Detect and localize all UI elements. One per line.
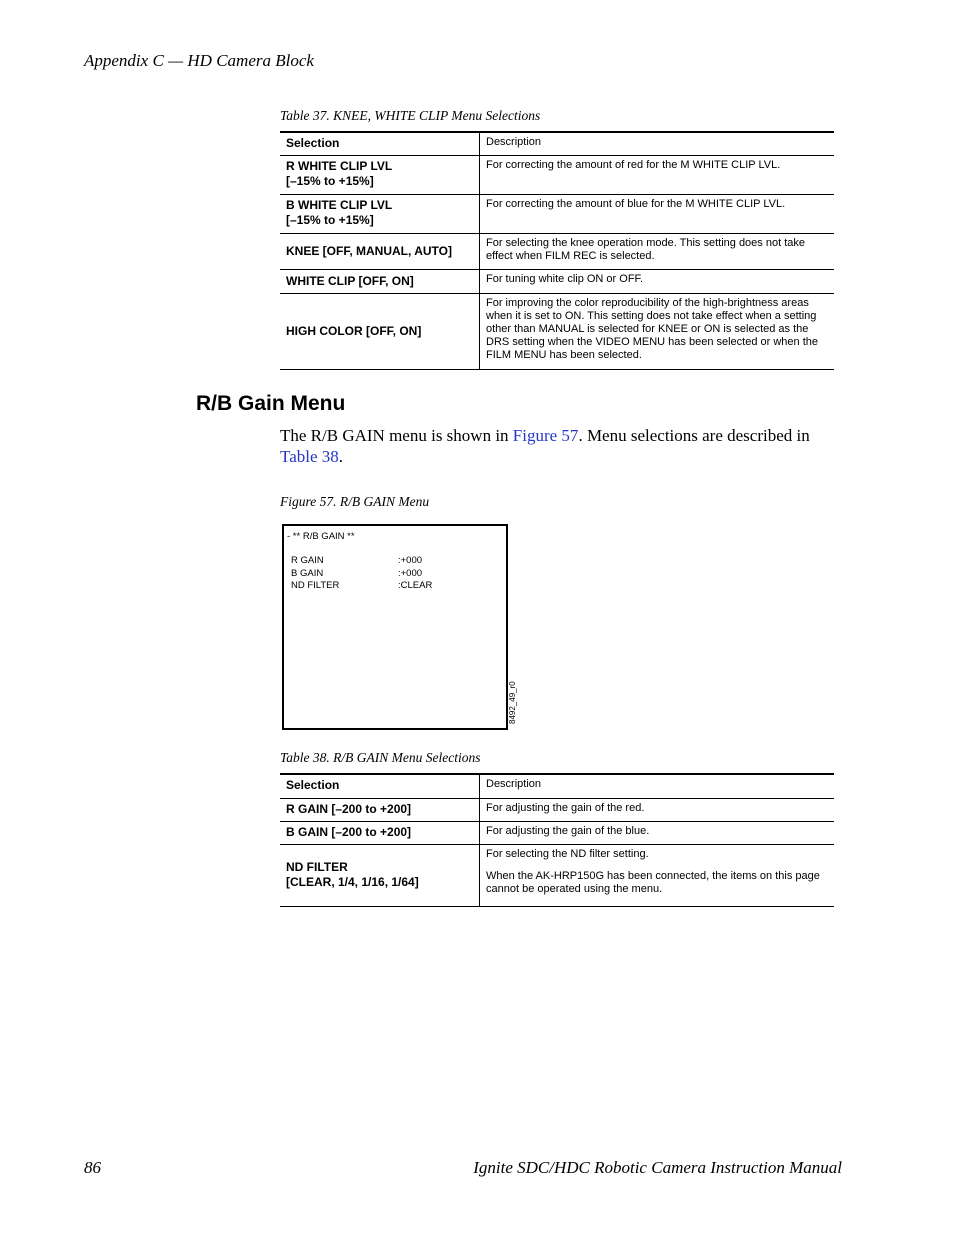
col-selection-header: Selection — [280, 132, 480, 156]
table-row — [280, 821, 834, 844]
description-cell: For correcting the amount of blue for the M WHITE CLIP LVL. — [486, 198, 786, 210]
table-row — [280, 195, 834, 234]
figure-57-link[interactable]: Figure 57 — [512, 426, 579, 445]
menu-item-label: B GAIN — [291, 568, 324, 579]
table-row — [280, 156, 834, 195]
table-row — [280, 844, 834, 906]
description-cell: For adjusting the gain of the red. — [486, 801, 645, 814]
menu-item-value: :+000 — [398, 568, 423, 579]
selection-cell: HIGH COLOR [OFF, ON] — [280, 294, 480, 370]
running-head: Appendix C — HD Camera Block — [84, 51, 314, 70]
menu-item-label: R GAIN — [291, 555, 324, 566]
table-37 — [280, 131, 834, 370]
description-cell: For correcting the amount of red for the M WHITE CLIP LVL. — [486, 159, 781, 171]
selection-cell: R GAIN [–200 to +200] — [280, 798, 480, 821]
col-description-header: Description — [486, 778, 542, 790]
figure-code: 8492_49_r0 — [508, 681, 517, 724]
table-row — [280, 270, 834, 294]
table-row — [280, 294, 834, 370]
manual-title: Ignite SDC/HDC Robotic Camera Instruction Manual — [473, 1158, 842, 1177]
description-cell: For selecting the ND filter setting. When the AK-HRP150G has been connected, the items on this page cannot be operated using the menu. — [486, 847, 820, 895]
menu-item-value: :CLEAR — [398, 580, 433, 591]
figure-57-caption: Figure 57. R/B GAIN Menu — [280, 494, 430, 509]
table-row — [280, 798, 834, 821]
section-heading: R/B Gain Menu — [196, 392, 346, 415]
menu-item-value: :+000 — [398, 555, 423, 566]
table-38-caption: Table 38. R/B GAIN Menu Selections — [280, 750, 481, 765]
description-cell: For tuning white clip ON or OFF. — [486, 273, 644, 285]
table-38 — [280, 773, 834, 907]
table-37-caption: Table 37. KNEE, WHITE CLIP Menu Selections — [280, 108, 541, 123]
col-selection-header: Selection — [280, 774, 480, 798]
page-number: 86 — [84, 1158, 101, 1177]
selection-cell: B GAIN [–200 to +200] — [280, 821, 480, 844]
menu-item-label: ND FILTER — [291, 580, 340, 591]
selection-cell: ND FILTER [CLEAR, 1/4, 1/16, 1/64] — [280, 844, 480, 906]
description-cell: For improving the color reproducibility of the high-brightness areas when it is set to ON. This setting does not take effect when a setting other than MANUAL is selected for KNEE or ON is selected as the DRS setting when the VIDEO MENU has been selected or when the FILM MENU has been selected. — [486, 297, 819, 361]
table-header-row — [280, 132, 834, 156]
screen-title: - ** R/B GAIN ** — [287, 531, 355, 542]
selection-cell: WHITE CLIP [OFF, ON] — [280, 270, 480, 294]
rb-gain-menu-screen — [282, 524, 517, 730]
table-header-row — [280, 774, 834, 798]
table-38-link[interactable]: Table 38 — [280, 447, 339, 466]
selection-cell: R WHITE CLIP LVL [–15% to +15%] — [280, 156, 480, 195]
description-cell: For selecting the knee operation mode. This setting does not take effect when FILM REC is selected. — [486, 237, 805, 262]
description-cell: For adjusting the gain of the blue. — [486, 824, 650, 837]
selection-cell: KNEE [OFF, MANUAL, AUTO] — [280, 234, 480, 270]
table-row — [280, 234, 834, 270]
col-description-header: Description — [486, 136, 542, 148]
selection-cell: B WHITE CLIP LVL [–15% to +15%] — [280, 195, 480, 234]
body-paragraph: The R/B GAIN menu is shown in Figure 57. Menu selections are described in Table 38. — [280, 426, 810, 466]
